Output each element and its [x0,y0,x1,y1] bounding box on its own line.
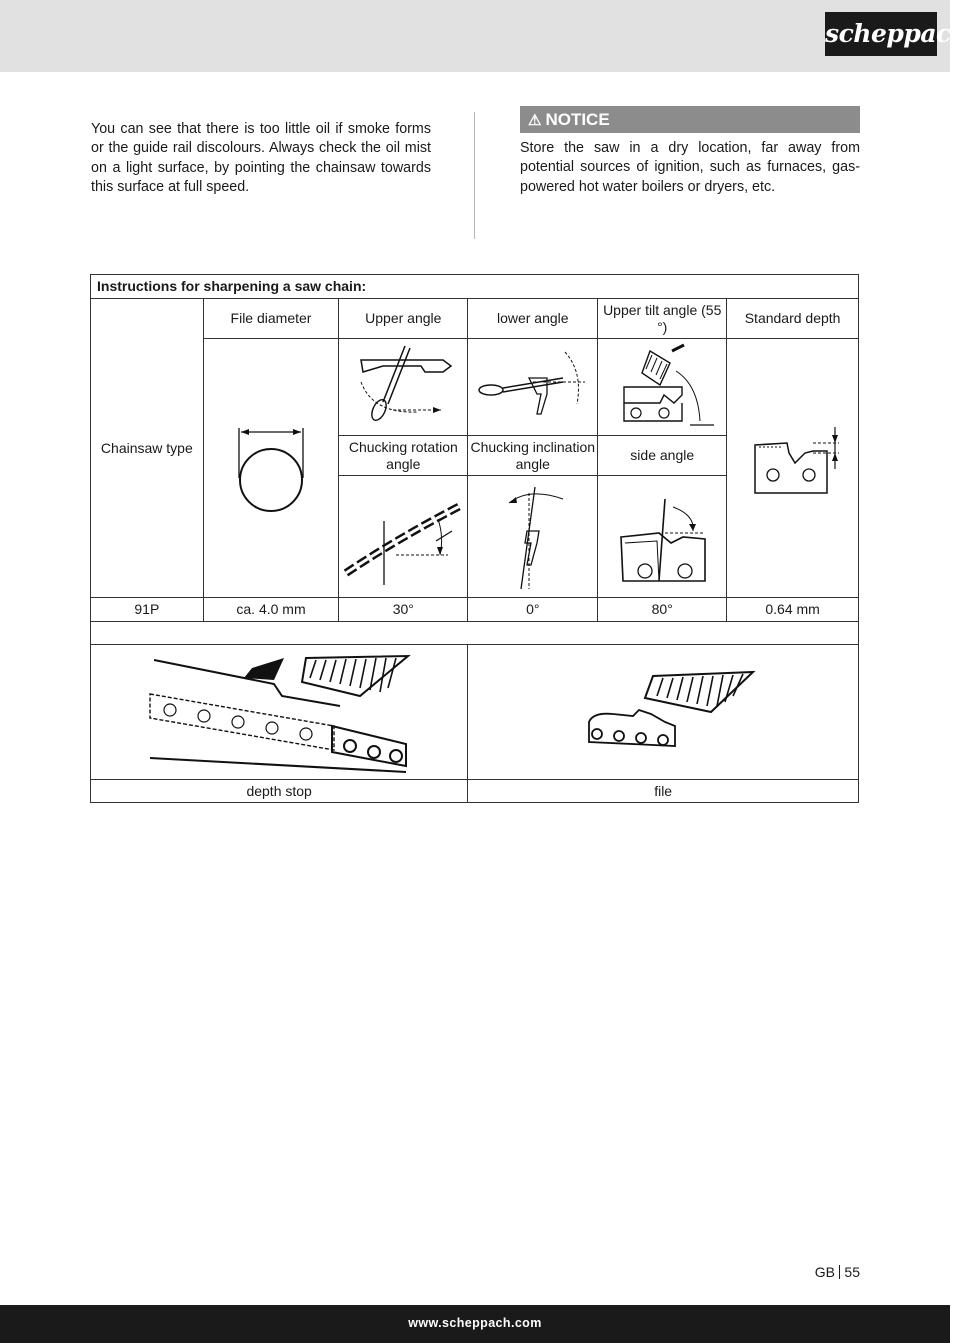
file-figure [468,645,859,780]
table-caption: Instructions for sharpening a saw chain: [91,275,859,299]
page-number-divider [839,1265,841,1279]
chucking-inclination-angle-header: Chucking inclination angle [468,436,598,476]
notice-paragraph: Store the saw in a dry location, far away from potential sources of ignition, such as furnaces, gas-powered hot water boilers or dryers, etc. [520,140,860,195]
depth-stop-illustration [144,648,414,776]
blank-separator-row [91,622,859,645]
file-diameter-figure [203,339,339,598]
lower-angle-illustration [473,342,593,432]
chucking-rotation-figure [339,476,468,598]
standard-depth-figure [727,339,859,598]
file-on-chain-illustration [573,662,753,762]
standard-depth-value: 0.64 mm [727,598,859,622]
scheppach-logo: scheppach [825,12,937,56]
header-band [0,0,950,72]
upper-tilt-angle-value: 80° [598,598,727,622]
standard-depth-header: Standard depth [727,299,859,339]
lower-angle-value: 0° [468,598,598,622]
depth-stop-figure [91,645,468,780]
lower-angle-header: lower angle [468,299,598,339]
column-divider [474,112,475,239]
upper-angle-value: 30° [339,598,468,622]
footer-band [0,1305,950,1343]
language-code: GB [814,1264,835,1280]
file-diameter-header: File diameter [203,299,339,339]
sharpening-table [90,274,859,803]
file-cross-section-illustration [231,418,311,518]
chucking-inclination-illustration [473,481,593,593]
notice-heading-label: NOTICE [545,110,610,129]
website-link[interactable]: www.scheppach.com [408,1316,542,1330]
side-angle-illustration [601,481,723,593]
side-angle-figure [598,476,727,598]
chucking-inclination-figure [468,476,598,598]
page-number-value: 55 [844,1264,860,1280]
chucking-rotation-illustration [340,481,466,593]
chucking-rotation-angle-header: Chucking rotation angle [339,436,468,476]
upper-tilt-angle-header: Upper tilt angle (55 °) [598,299,727,339]
page-number [800,1264,860,1280]
upper-tilt-angle-figure [598,339,727,436]
oil-check-paragraph: You can see that there is too little oil if smoke forms or the guide rail discolours. Always check the oil mist on a light surface, by pointing the chainsaw towards this surface at full speed. [91,121,431,195]
standard-depth-illustration [743,423,843,513]
warning-triangle-icon: ⚠ [528,112,542,129]
file-label: file [468,780,859,803]
depth-stop-label: depth stop [91,780,468,803]
upper-tilt-angle-illustration [602,341,722,433]
lower-angle-figure [468,339,598,436]
notice-heading [520,106,860,133]
upper-angle-header: Upper angle [339,299,468,339]
file-diameter-value: ca. 4.0 mm [203,598,339,622]
chainsaw-type-header: Chainsaw type [91,299,204,598]
chainsaw-type-value: 91P [91,598,204,622]
side-angle-header: side angle [598,436,727,476]
upper-angle-illustration [343,342,463,432]
upper-angle-figure [339,339,468,436]
